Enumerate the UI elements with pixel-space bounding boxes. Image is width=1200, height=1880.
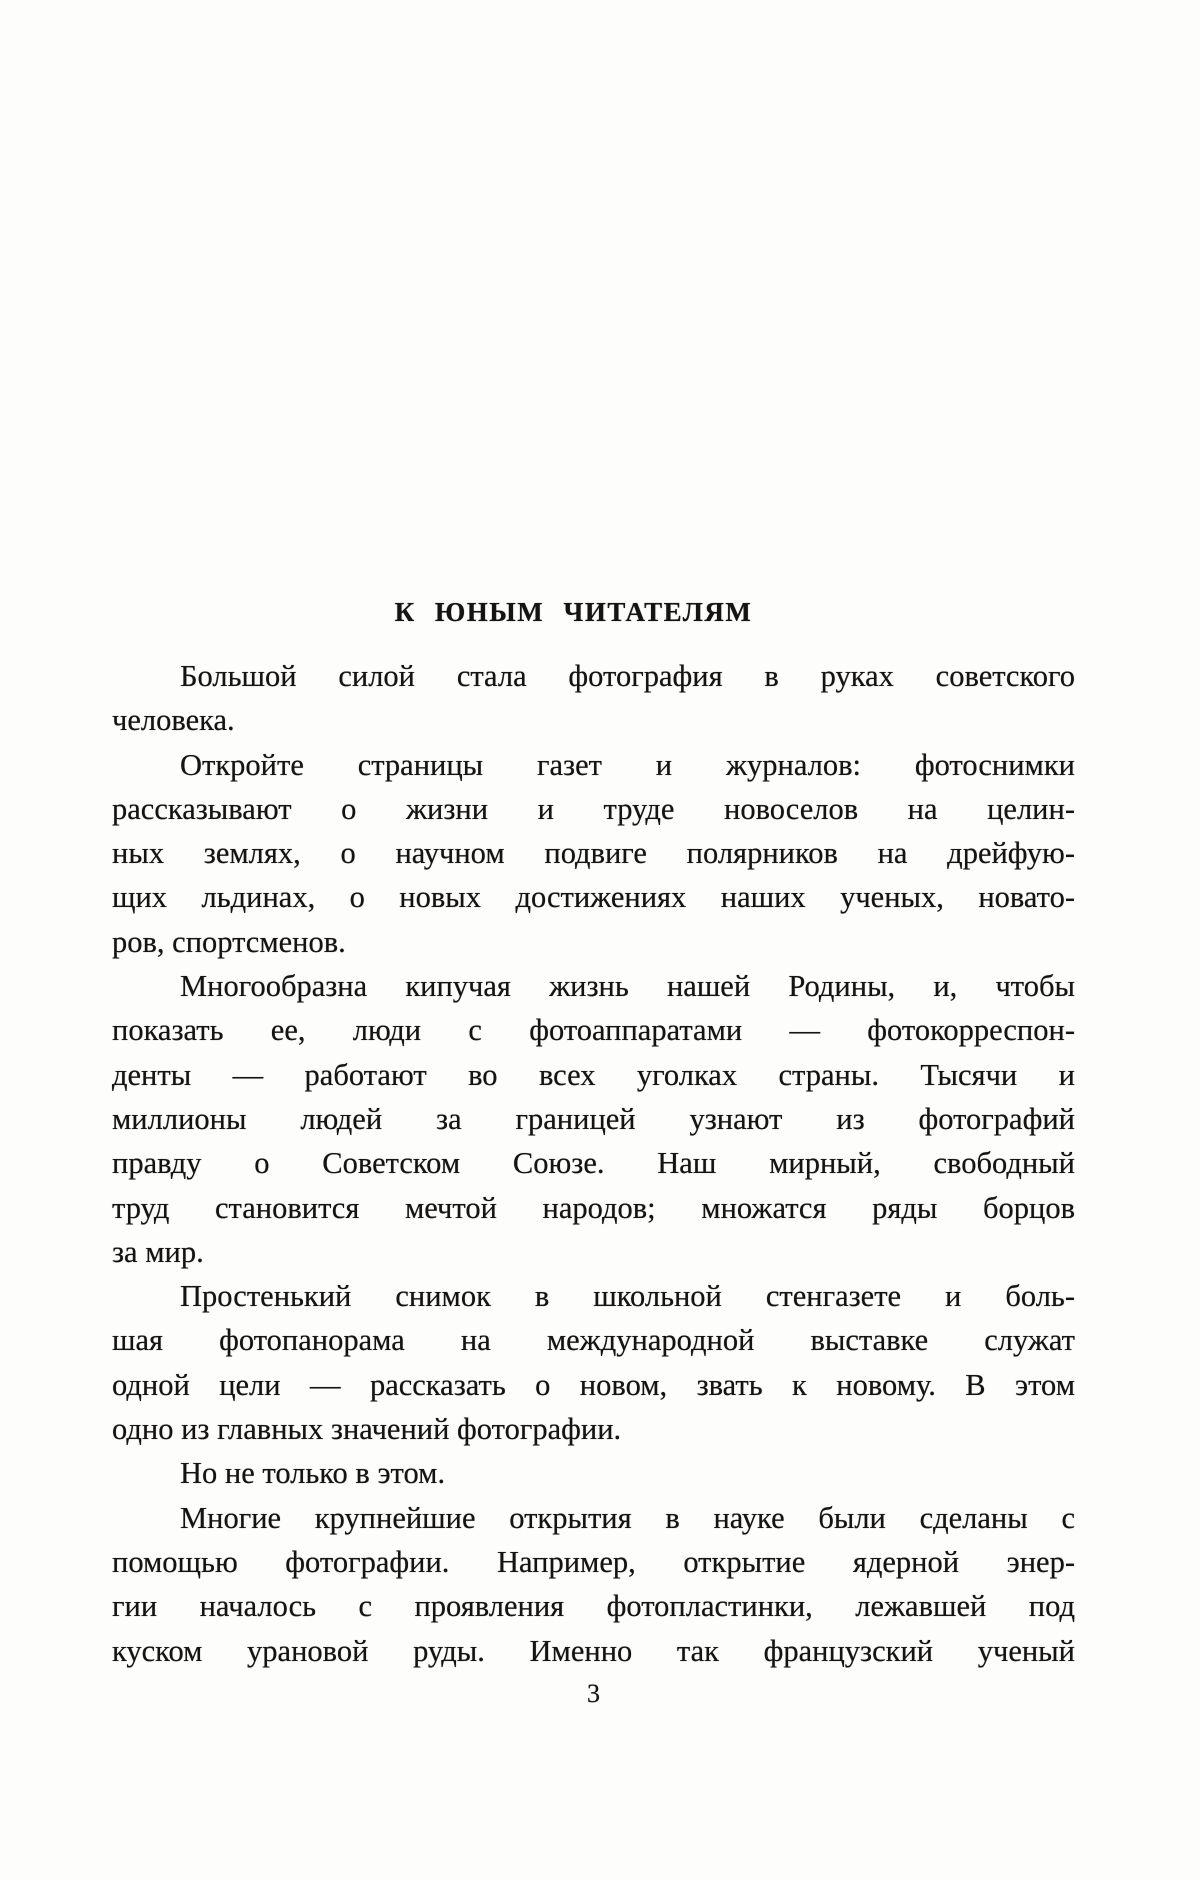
text-line: гии началось с проявления фотопластинки, лежавшей под (112, 1589, 1075, 1624)
text-line: миллионы людей за границей узнают из фотографий (112, 1101, 1075, 1136)
text-line: показать ее, люди с фотоаппаратами — фотокорреспон- (112, 1013, 1075, 1048)
paragraph (112, 1451, 1075, 1495)
text-line: щих льдинах, о новых достижениях наших ученых, новато- (112, 880, 1075, 915)
text-line: помощью фотографии. Например, открытие ядерной энер- (112, 1544, 1075, 1579)
paragraph (112, 654, 1075, 743)
paragraph (112, 1274, 1075, 1451)
text-line: труд становится мечтой народов; множатся ряды борцов (112, 1190, 1075, 1225)
text-line: Простенький снимок в школьной стенгазете и боль- (180, 1279, 1075, 1314)
text-line: Но не только в этом. (180, 1456, 446, 1491)
page-number: 3 (587, 1679, 600, 1708)
text-line: рассказывают о жизни и труде новоселов на целин- (112, 791, 1075, 826)
paragraph (112, 964, 1075, 1274)
page-body (112, 654, 1075, 1673)
paragraph (112, 743, 1075, 964)
text-line: Многие крупнейшие открытия в науке были сделаны с (180, 1500, 1075, 1535)
text-line: человека. (112, 703, 235, 738)
text-line: за мир. (112, 1234, 204, 1269)
text-line: правду о Советском Союзе. Наш мирный, свободный (112, 1146, 1075, 1181)
text-line: Откройте страницы газет и журналов: фотоснимки (180, 747, 1075, 782)
text-line: Многообразна кипучая жизнь нашей Родины, и, чтобы (180, 969, 1075, 1004)
text-line: шая фотопанорама на международной выставке служат (112, 1323, 1075, 1358)
text-line: куском урановой руды. Именно так французский ученый (112, 1633, 1075, 1668)
text-line: одно из главных значений фотографии. (112, 1412, 622, 1447)
text-line: денты — работают во всех уголках страны. Тысячи и (112, 1057, 1075, 1092)
text-line: ных землях, о научном подвиге полярников на дрейфую- (112, 836, 1075, 871)
text-line: одной цели — рассказать о новом, звать к новому. В этом (112, 1367, 1075, 1402)
paragraph (112, 1496, 1075, 1673)
text-line: ров, спортсменов. (112, 924, 346, 959)
text-line: Большой силой стала фотография в руках советского (180, 659, 1075, 693)
chapter-heading: К ЮНЫМ ЧИТАТЕЛЯМ (394, 597, 753, 627)
